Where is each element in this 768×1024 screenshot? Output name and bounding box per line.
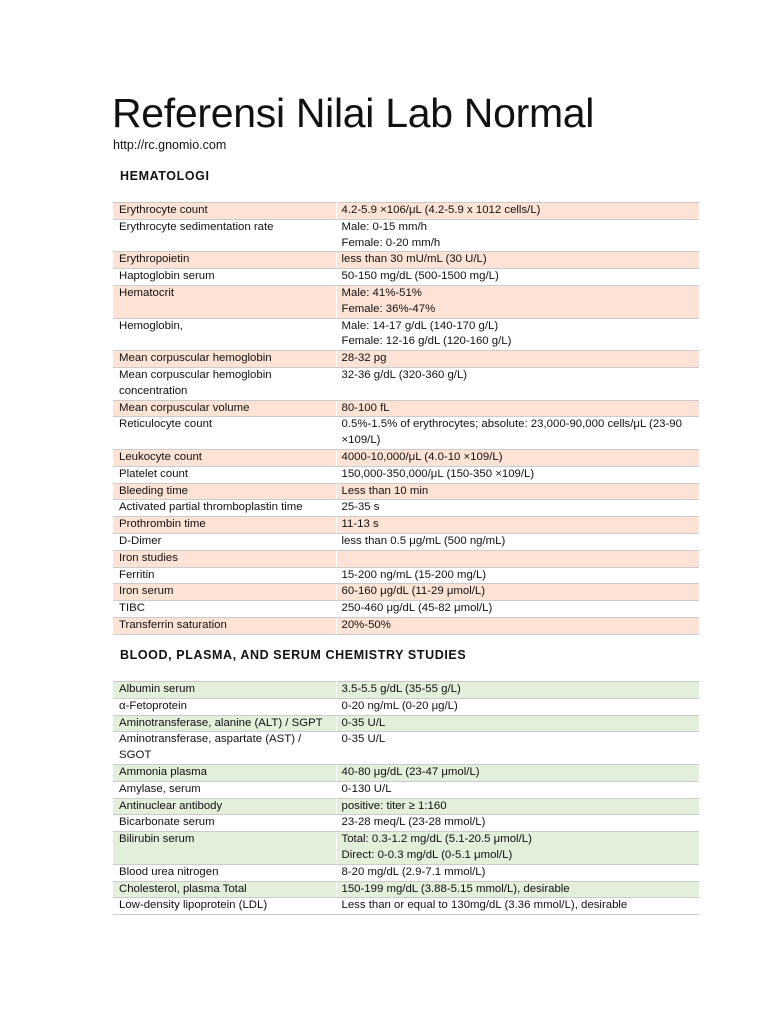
test-name-cell: Erythrocyte count: [113, 203, 336, 220]
reference-value-cell: 11-13 s: [336, 517, 699, 534]
test-name-cell: Blood urea nitrogen: [113, 864, 336, 881]
reference-value-cell: 20%-50%: [336, 617, 699, 634]
table-row: [113, 351, 699, 368]
reference-value-cell: 25-35 s: [336, 500, 699, 517]
test-name-cell: Reticulocyte count: [113, 417, 336, 450]
table-row: [113, 483, 699, 500]
table-row: [113, 517, 699, 534]
source-url: http://rc.gnomio.com: [113, 138, 227, 152]
reference-value-cell: Total: 0.3-1.2 mg/dL (5.1-20.5 μmol/L) Direct: 0-0.3 mg/dL (0-5.1 μmol/L): [336, 832, 699, 865]
test-name-cell: Bleeding time: [113, 483, 336, 500]
reference-value-cell: 0-20 ng/mL (0-20 μg/L): [336, 698, 699, 715]
reference-value-cell: Male: 14-17 g/dL (140-170 g/L) Female: 12-16 g/dL (120-160 g/L): [336, 318, 699, 351]
test-name-cell: D-Dimer: [113, 533, 336, 550]
table-row: [113, 269, 699, 286]
test-name-cell: α-Fetoprotein: [113, 698, 336, 715]
test-name-cell: Aminotransferase, alanine (ALT) / SGPT: [113, 715, 336, 732]
reference-value-cell: [336, 550, 699, 567]
hematology-table: [113, 202, 699, 635]
reference-value-cell: Male: 41%-51% Female: 36%-47%: [336, 285, 699, 318]
table-row: [113, 715, 699, 732]
test-name-cell: Albumin serum: [113, 682, 336, 699]
table-row: [113, 698, 699, 715]
reference-value-cell: Male: 0-15 mm/h Female: 0-20 mm/h: [336, 219, 699, 252]
table-row: [113, 367, 699, 400]
table-row: [113, 500, 699, 517]
test-name-cell: Ammonia plasma: [113, 764, 336, 781]
table-row: [113, 285, 699, 318]
section-heading-hematology: HEMATOLOGI: [120, 169, 210, 183]
reference-value-cell: 0.5%-1.5% of erythrocytes; absolute: 23,000-90,000 cells/μL (23-90 ×109/L): [336, 417, 699, 450]
reference-value-cell: positive: titer ≥ 1:160: [336, 798, 699, 815]
reference-value-cell: 32-36 g/dL (320-360 g/L): [336, 367, 699, 400]
table-row: [113, 764, 699, 781]
reference-value-cell: less than 0.5 μg/mL (500 ng/mL): [336, 533, 699, 550]
table-row: [113, 732, 699, 765]
reference-value-cell: 4.2-5.9 ×106/μL (4.2-5.9 x 1012 cells/L): [336, 203, 699, 220]
test-name-cell: Leukocyte count: [113, 449, 336, 466]
section-heading-chemistry: BLOOD, PLASMA, AND SERUM CHEMISTRY STUDIES: [120, 648, 467, 662]
test-name-cell: Platelet count: [113, 466, 336, 483]
table-row: [113, 898, 699, 915]
reference-value-cell: 28-32 pg: [336, 351, 699, 368]
reference-value-cell: 50-150 mg/dL (500-1500 mg/L): [336, 269, 699, 286]
reference-value-cell: 150-199 mg/dL (3.88-5.15 mmol/L), desirable: [336, 881, 699, 898]
reference-value-cell: 0-35 U/L: [336, 715, 699, 732]
table-row: [113, 219, 699, 252]
reference-value-cell: 8-20 mg/dL (2.9-7.1 mmol/L): [336, 864, 699, 881]
table-row: [113, 550, 699, 567]
table-row: [113, 781, 699, 798]
test-name-cell: Hematocrit: [113, 285, 336, 318]
reference-value-cell: 15-200 ng/mL (15-200 mg/L): [336, 567, 699, 584]
reference-value-cell: 40-80 μg/dL (23-47 μmol/L): [336, 764, 699, 781]
table-row: [113, 601, 699, 618]
chemistry-table: [113, 681, 699, 915]
reference-value-cell: Less than 10 min: [336, 483, 699, 500]
test-name-cell: Antinuclear antibody: [113, 798, 336, 815]
test-name-cell: Aminotransferase, aspartate (AST) / SGOT: [113, 732, 336, 765]
test-name-cell: Ferritin: [113, 567, 336, 584]
table-row: [113, 832, 699, 865]
test-name-cell: Mean corpuscular hemoglobin concentration: [113, 367, 336, 400]
test-name-cell: Low-density lipoprotein (LDL): [113, 898, 336, 915]
table-row: [113, 617, 699, 634]
test-name-cell: Bicarbonate serum: [113, 815, 336, 832]
table-row: [113, 466, 699, 483]
test-name-cell: Iron serum: [113, 584, 336, 601]
reference-value-cell: 60-160 μg/dL (11-29 μmol/L): [336, 584, 699, 601]
test-name-cell: Haptoglobin serum: [113, 269, 336, 286]
table-row: [113, 815, 699, 832]
reference-value-cell: less than 30 mU/mL (30 U/L): [336, 252, 699, 269]
table-row: [113, 864, 699, 881]
table-row: [113, 798, 699, 815]
test-name-cell: Bilirubin serum: [113, 832, 336, 865]
table-row: [113, 400, 699, 417]
test-name-cell: Transferrin saturation: [113, 617, 336, 634]
test-name-cell: TIBC: [113, 601, 336, 618]
table-row: [113, 682, 699, 699]
table-row: [113, 318, 699, 351]
reference-value-cell: 0-35 U/L: [336, 732, 699, 765]
table-row: [113, 449, 699, 466]
page-title: Referensi Nilai Lab Normal: [112, 90, 595, 136]
table-row: [113, 533, 699, 550]
reference-value-cell: 250-460 μg/dL (45-82 μmol/L): [336, 601, 699, 618]
test-name-cell: Erythrocyte sedimentation rate: [113, 219, 336, 252]
table-row: [113, 203, 699, 220]
test-name-cell: Amylase, serum: [113, 781, 336, 798]
test-name-cell: Prothrombin time: [113, 517, 336, 534]
test-name-cell: Iron studies: [113, 550, 336, 567]
reference-value-cell: 150,000-350,000/μL (150-350 ×109/L): [336, 466, 699, 483]
table-row: [113, 584, 699, 601]
reference-value-cell: 23-28 meq/L (23-28 mmol/L): [336, 815, 699, 832]
reference-value-cell: Less than or equal to 130mg/dL (3.36 mmol/L), desirable: [336, 898, 699, 915]
test-name-cell: Mean corpuscular hemoglobin: [113, 351, 336, 368]
test-name-cell: Hemoglobin,: [113, 318, 336, 351]
reference-value-cell: 3.5-5.5 g/dL (35-55 g/L): [336, 682, 699, 699]
test-name-cell: Mean corpuscular volume: [113, 400, 336, 417]
table-row: [113, 567, 699, 584]
test-name-cell: Erythropoietin: [113, 252, 336, 269]
reference-value-cell: 80-100 fL: [336, 400, 699, 417]
reference-value-cell: 4000-10,000/μL (4.0-10 ×109/L): [336, 449, 699, 466]
table-row: [113, 252, 699, 269]
table-row: [113, 417, 699, 450]
reference-value-cell: 0-130 U/L: [336, 781, 699, 798]
test-name-cell: Activated partial thromboplastin time: [113, 500, 336, 517]
test-name-cell: Cholesterol, plasma Total: [113, 881, 336, 898]
table-row: [113, 881, 699, 898]
